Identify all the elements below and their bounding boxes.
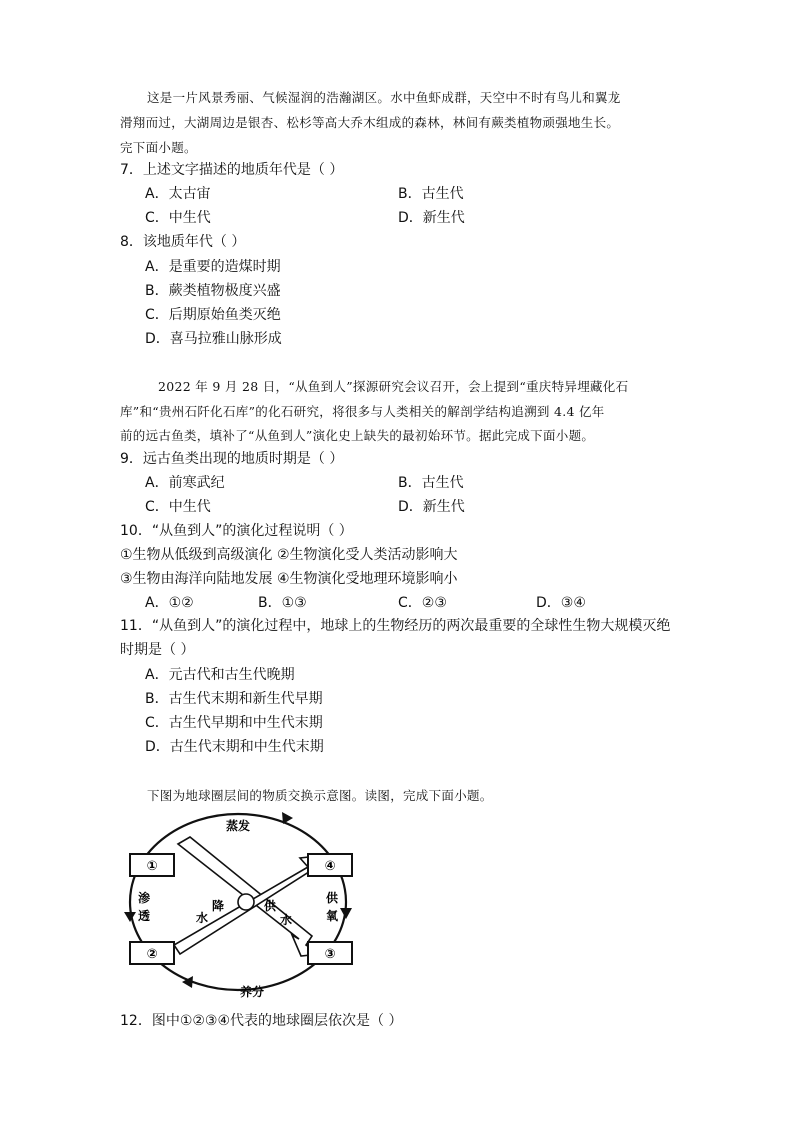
label-precipitation-2: 水	[195, 911, 209, 925]
label-nutrients: 养分	[239, 985, 265, 999]
arrow-right	[340, 908, 352, 919]
question-10-option-c[interactable]: C．②③	[398, 595, 447, 611]
label-infiltration-1: 渗	[137, 891, 151, 905]
sphere-exchange-diagram	[120, 804, 380, 1009]
question-11-option-b[interactable]: B．古生代末期和新生代早期	[145, 691, 323, 707]
question-10-option-a[interactable]: A．①②	[145, 595, 194, 611]
question-10-statements-1: ①生物从低级到高级演化 ②生物演化受人类活动影响大	[120, 547, 458, 563]
question-7-option-c[interactable]: C．中生代	[145, 210, 211, 226]
question-10-option-b[interactable]: B．①③	[258, 595, 307, 611]
question-8-option-d[interactable]: D．喜马拉雅山脉形成	[145, 331, 282, 347]
label-infiltration-2: 透	[137, 909, 151, 923]
label-supply-water-2: 水	[279, 913, 293, 927]
question-10-option-d[interactable]: D．③④	[536, 595, 586, 611]
box-2-label: ②	[146, 947, 158, 962]
question-8-option-b[interactable]: B．蕨类植物极度兴盛	[145, 283, 281, 299]
arrow-left	[124, 912, 136, 922]
box-1-label: ①	[146, 859, 158, 874]
box-3-label: ③	[324, 947, 336, 962]
box-4	[308, 854, 352, 876]
question-9-option-b[interactable]: B．古生代	[398, 475, 464, 491]
arrow-top	[282, 812, 293, 824]
crossing-center	[238, 894, 254, 910]
question-10-stem: 10．“从鱼到人”的演化过程说明（ ）	[120, 523, 353, 539]
question-7-option-d[interactable]: D．新生代	[398, 210, 465, 226]
question-8-option-c[interactable]: C．后期原始鱼类灭绝	[145, 307, 281, 323]
question-8-stem: 8．该地质年代（ ）	[120, 234, 246, 250]
question-9-stem: 9．远古鱼类出现的地质时期是（ ）	[120, 451, 344, 467]
question-11-stem-line1: 11．“从鱼到人”的演化过程中，地球上的生物经历的两次最重要的全球性生物大规模灭绝	[120, 618, 671, 634]
question-7-option-a[interactable]: A．太古宙	[145, 186, 211, 202]
question-11-option-c[interactable]: C．古生代早期和中生代末期	[145, 715, 323, 731]
diagram-intro: 下图为地球圈层间的物质交换示意图。读图，完成下面小题。	[147, 788, 493, 803]
passage1-line1: 这是一片风景秀丽、气候湿润的浩瀚湖区。水中鱼虾成群，天空中不时有鸟儿和翼龙	[147, 90, 621, 105]
box-2	[130, 942, 174, 964]
label-precipitation-1: 降	[211, 899, 225, 913]
question-9-option-a[interactable]: A．前寒武纪	[145, 475, 225, 491]
label-supply-water-1: 供	[263, 899, 277, 913]
box-3	[308, 942, 352, 964]
question-11-option-a[interactable]: A．元古代和古生代晚期	[145, 667, 295, 683]
passage1-line3: 完下面小题。	[120, 140, 197, 155]
question-9-option-d[interactable]: D．新生代	[398, 499, 465, 515]
passage2-line2: 库”和“贵州石阡化石库”的化石研究，将很多与人类相关的解剖学结构追溯到 4.4 亿年	[120, 404, 605, 419]
label-oxygen-1: 供	[325, 891, 339, 905]
passage1-line2: 滑翔而过，大湖周边是银杏、松杉等高大乔木组成的森林，林间有蕨类植物顽强地生长。	[120, 115, 620, 130]
question-10-statements-2: ③生物由海洋向陆地发展 ④生物演化受地理环境影响小	[120, 571, 458, 587]
question-9-option-c[interactable]: C．中生代	[145, 499, 211, 515]
question-7-stem: 7．上述文字描述的地质年代是（ ）	[120, 162, 344, 178]
question-11-option-d[interactable]: D．古生代末期和中生代末期	[145, 739, 324, 755]
passage2-line3: 前的远古鱼类，填补了“从鱼到人”演化史上缺失的最初始环节。据此完成下面小题。	[120, 428, 595, 443]
label-evaporation: 蒸发	[225, 819, 251, 833]
box-4-label: ④	[324, 859, 336, 874]
passage2-line1: 2022 年 9 月 28 日，“从鱼到人”探源研究会议召开，会上提到“重庆特异埋藏化石	[158, 379, 629, 394]
question-12-stem: 12．图中①②③④代表的地球圈层依次是（ ）	[120, 1013, 403, 1029]
box-1	[130, 854, 174, 876]
question-11-stem-line2: 时期是（ ）	[120, 642, 195, 658]
label-oxygen-2: 氧	[325, 909, 339, 923]
question-7-option-b[interactable]: B．古生代	[398, 186, 464, 202]
question-8-option-a[interactable]: A．是重要的造煤时期	[145, 259, 281, 275]
